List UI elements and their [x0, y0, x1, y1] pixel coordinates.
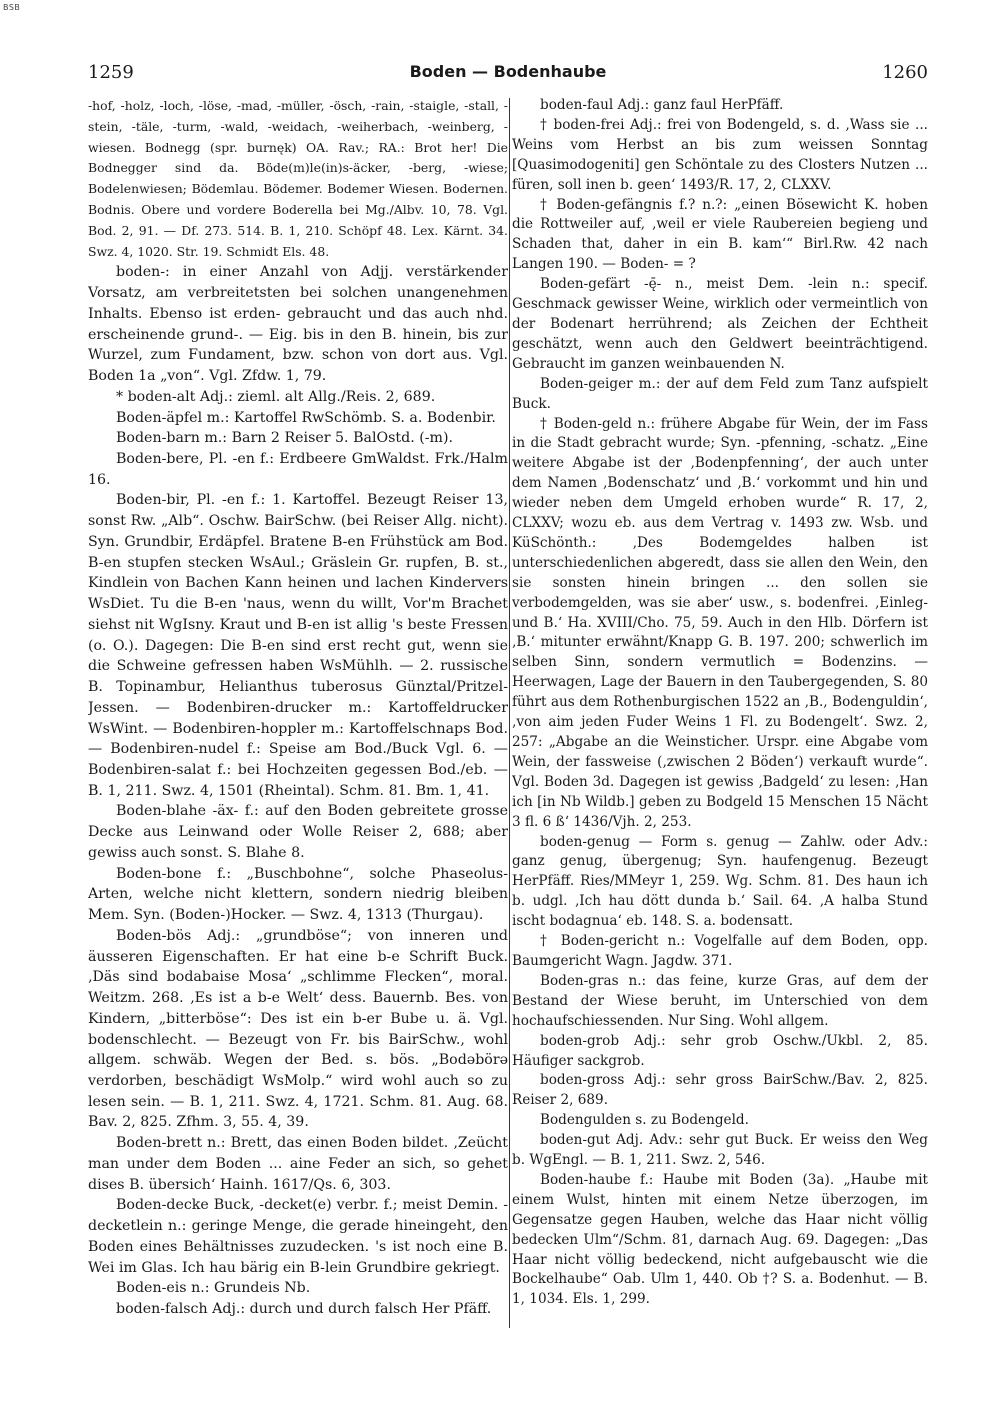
- entry-continuation-place-names: -hof, -holz, -loch, -löse, -mad, -müller, -ösch, -rain, -staigle, -stall, -stein, -täle, -turm, -wald, -weidach, -weiherbach, -weinberg, -wiesen. Bodnegg (spr. burnęk) OA. Rav.; RA.: Brot her! Die Bodnegger sind da. Böde(m)le(in)s-äcker, -berg, -wiese; Bodelenwiesen; Bödemlau. Bödemer. Bodemer Wiesen. Bodernen. Bodnis. Obere und vordere Boderella bei Mg./Albv. 10, 78. Vgl. Bod. 2, 91. — Df. 273. 514. B. 1, 210. Schöpf 48. Lex. Kärnt. 34. Swz. 4, 1020. Str. 19. Schmidt Els. 48.: [88, 98, 508, 259]
- entry-boden-blahe: Boden-blahe -äx- f.: auf den Boden gebreitete grosse Decke aus Leinwand oder Wolle Reiser 2, 688; aber gewiss auch sonst. S. Blahe 8.: [88, 803, 508, 861]
- entry-boden-gut: boden-gut Adj. Adv.: sehr gut Buck. Er weiss den Weg b. WgEngl. — B. 1, 211. Swz. 2, 546.: [512, 1132, 928, 1169]
- entry-boden-bone: Boden-bone f.: „Buschbohne“, solche Phaseolus-Arten, welche nicht klettern, sondern niedrig bleiben Mem. Syn. (Boden-)Hocker. — Swz. 4, 1313 (Thurgau).: [88, 865, 508, 924]
- entry-boden-prefix: boden-: in einer Anzahl von Adjj. verstärkender Vorsatz, am verbreitetsten bei solchen unangenehmen Inhalts. Ebenso ist erden- gebraucht und das auch nhd. erscheinende grund-. — Eig. bis in den B. hinein, bis zur Wurzel, zum Fundament, bzw. schon von dort aus. Vgl. Boden 1a „von“. Vgl. Zfdw. 1, 79.: [88, 264, 508, 385]
- entry-bodengulden: Bodengulden s. zu Bodengeld.: [540, 1112, 749, 1129]
- entry-boden-frei: † boden-frei Adj.: frei von Bodengeld, s. d. ‚Wass sie ... Weins vom Herbst an bis zum weissen Sonntag [Quasimodogeniti] gen Schöntale zu des Closters Nutzen ... füren, soll inen b. geen‘ 1493/R. 17, 2, CLXXV.: [512, 116, 928, 193]
- entry-boden-gefaengnis: † Boden-gefängnis f.? n.?: „einen Bösewicht K. hoben die Rottweiler auf, ‚weil er viele Raubereien begieng und Schaden that, daher in ein B. kam‘“ Birl.Rw. 42 nach Langen 190. — Boden- = ?: [512, 196, 928, 273]
- right-column: [512, 96, 928, 1326]
- entry-boden-bir: Boden-bir, Pl. -en f.: 1. Kartoffel. Bezeugt Reiser 13, sonst Rw. „Alb“. Oschw. BairSchw. (bei Reiser Allg. nicht). Syn. Grundbir, Erdäpfel. Bratene B-en Frühstück am Bod. B-en stupfen stecken WsAul.; Gräslein Gr. rupfen, B. st., Kindlein von Bachen Kann heinen und lachen Kindervers WsDiet. Tu die B-en 'naus, wenn du willt, Vor'm Brachet siehst nit WgIsny. Kraut und B-en ist allig 's beste Fressen (o. O.). Dagegen: Die B-en sind erst recht gut, wenn sie die Schweine gefressen haben WsMühlh. — 2. russische B. Topinambur, Helianthus tuberosus Günztal/Pritzel-Jessen. — Bodenbiren-drucker m.: Kartoffeldrucker WsWint. — Bodenbiren-hoppler m.: Kartoffelschnaps Bod. — Bodenbiren-nudel f.: Speise am Bod./Buck Vgl. 6. — Bodenbiren-salat f.: bei Hochzeiten gegessen Bod./eb. — B. 1, 211. Swz. 4, 1501 (Rheintal). Schm. 81. Bm. 1, 41.: [88, 492, 508, 799]
- running-title: Boden — Bodenhaube: [409, 62, 607, 81]
- entry-boden-gras: Boden-gras n.: das feine, kurze Gras, auf dem der Bestand der Wiese beruht, im Unterschied von dem hochaufschiessenden. Nur Sing. Wohl allgem.: [512, 972, 928, 1029]
- entry-boden-genug: boden-genug — Form s. genug — Zahlw. oder Adv.: ganz genug, übergenug; Syn. haufengenug. Bezeugt HerPfäff. Ries/MMeyr 1, 259. Wg. Schm. 81. Des haun ich b. udgl. ‚Ich hau dött dunda b.‘ Sail. 64. ‚A halba Stund ischt bodagnua‘ eb. 148. S. a. bodensatt.: [512, 833, 928, 930]
- entry-boden-haube: Boden-haube f.: Haube mit Boden (3a). „Haube mit einem Wulst, hinten mit einem Netze überzogen, im Gegensatze gegen Hauben, welche das Haar nicht völlig bedecken Ulm“/Schm. 81, darnach Aug. 69. Dagegen: „Das Haar nicht völlig bedeckend, nicht aufgebauscht wie die Bockelhaube“ Oab. Ulm 1, 440. Ob †? S. a. Bodenhut. — B. 1, 1034. Els. 1, 299.: [512, 1171, 928, 1308]
- page-number-left: 1259: [88, 62, 134, 83]
- running-header: [88, 62, 928, 86]
- entry-boden-brett: Boden-brett n.: Brett, das einen Boden bildet. ‚Zeücht man under dem Boden ... aine Feder an sich, so gehet dises B. übersich‘ Hainh. 1617/Qs. 6, 303.: [88, 1135, 508, 1193]
- entry-boden-aepfel: Boden-äpfel m.: Kartoffel RwSchömb. S. a. Bodenbir.: [116, 409, 496, 426]
- entry-boden-gross: boden-gross Adj.: sehr gross BairSchw./Bav. 2, 825. Reiser 2, 689.: [512, 1072, 928, 1109]
- entry-boden-boes: Boden-bös Adj.: „grundböse“; von inneren und äusseren Eigenschaften. Er hat eine b-e Schrift Buck. ‚Däs sind bodabaise Mosa‘ „schlimme Flecken“, moral. Weitzm. 268. ‚Es ist a b-e Welt‘ dess. Bauernb. Bes. von Kindern, „bitterböse“: Des ist ein b-er Bube u. ä. Vgl. bodenschlecht. — Bezeugt von Fr. bis BairSchw., wohl allgem. schwäb. Wegen der Bed. s. bös. „Bodəbörə verdorben, beschädigt WsMolp.“ wird wohl auch so zu lesen sein. — B. 1, 211. Swz. 4, 1721. Schm. 81. Aug. 68. Bav. 2, 825. Zfhm. 3, 55. 4, 39.: [88, 927, 508, 1131]
- entry-boden-bere: Boden-bere, Pl. -en f.: Erdbeere GmWaldst. Frk./Halm 16.: [88, 450, 508, 488]
- entry-boden-gericht: † Boden-gericht n.: Vogelfalle auf dem Boden, opp. Baumgericht Wagn. Jagdw. 371.: [512, 933, 928, 969]
- left-column: [88, 96, 508, 1326]
- entry-boden-geld: † Boden-geld n.: frühere Abgabe für Wein, der im Fass in die Stadt gebracht wurde; Syn. -pfenning, -schatz. „Eine weitere Abgabe ist der ‚Bodenpfenning‘, der auch unter dem Namen ‚Bodenschatz‘ und ‚B.‘ vorkommt und hin und wieder neben dem Umgeld erhoben wurde“ R. 17, 2, CLXXV; wozu eb. aus dem Vertrag v. 1493 zw. Wsb. und KüSchönth.: ‚Des Bodemgeldes halben ist unterschiedenlichen abgeredt, dass sie allen den Wein, den sie sonsten hinein bringen ... den sollen sie verbodemgelden, was sie aber‘ usw., s. bodenfrei. ‚Einleg- und B.‘ Ha. XVIII/Cho. 75, 59. Auch in den Hlb. Dörfern ist ‚B.‘ mitunter erwähnt/Knapp G. B. 197. 200; schwerlich im selben Sinn, sondern vermutlich = Bodenzins. — Heerwagen, Lage der Bauern in den Taubergegenden, S. 80 führt aus dem Rothenburgischen 1522 an ‚B., Bodenguldin‘, ‚von aim jeden Fuder Weins 1 Fl. zu Bodengelt‘. Swz. 2, 257: „Abgabe an die Weinsticher. Urspr. eine Abgabe vom Wein, der fassweise (‚zwischen 2 Böden‘) verkauft wurde“. Vgl. Boden 3d. Dagegen ist gewiss ‚Badgeld‘ zu lesen: ‚Han ich [in Nb Wildb.] geben zu Bodgeld 15 Menschen 15 Nächt 3 fl. 6 ß‘ 1436/Vjh. 2, 253.: [512, 415, 928, 830]
- entry-boden-falsch: boden-falsch Adj.: durch und durch falsch Her Pfäff.: [116, 1301, 492, 1318]
- entry-boden-grob: boden-grob Adj.: sehr grob Oschw./Ukbl. 2, 85. Häufiger sackgrob.: [512, 1032, 928, 1069]
- column-divider: [509, 98, 510, 1328]
- entry-boden-decke: Boden-decke Buck, -decket(e) verbr. f.; meist Demin. -decketlein n.: geringe Menge, die gerade hineingeht, den Boden eines Behältnisses zuzudecken. 's ist noch eine B. Wei im Glas. Ich hau bärig ein B-lein Grundbire gekriegt.: [88, 1197, 508, 1276]
- page-number-right: 1260: [882, 62, 928, 83]
- entry-boden-eis: Boden-eis n.: Grundeis Nb.: [116, 1280, 311, 1297]
- entry-boden-gefaert: Boden-gefärt -ę̄- n., meist Dem. -lein n.: specif. Geschmack gewisser Weine, wirklich oder vermeintlich von der Bodenart herrührend; als Zeichen der Echtheit geschätzt, wenn auch den Geldwert beeinträchtigend. Gebraucht im ganzen weinbauenden N.: [512, 276, 928, 372]
- library-stamp: BSB: [3, 3, 21, 12]
- entry-boden-alt: * boden-alt Adj.: zieml. alt Allg./Reis. 2, 689.: [116, 388, 436, 405]
- entry-boden-faul: boden-faul Adj.: ganz faul HerPfäff.: [540, 97, 784, 113]
- entry-boden-barn: Boden-barn m.: Barn 2 Reiser 5. BalOstd. (-m).: [116, 430, 454, 447]
- entry-boden-geiger: Boden-geiger m.: der auf dem Feld zum Tanz aufspielt Buck.: [512, 375, 928, 412]
